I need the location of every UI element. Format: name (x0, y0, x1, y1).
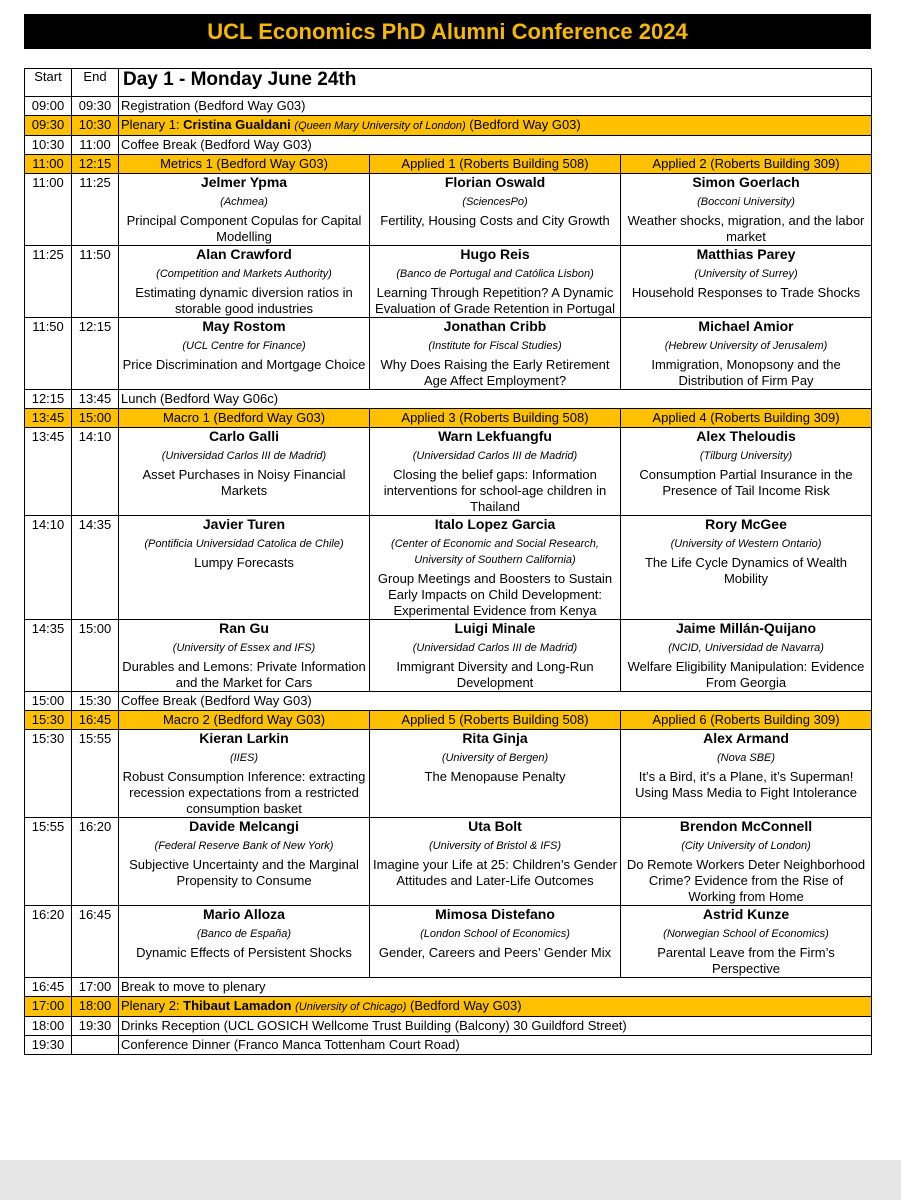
session-header-row (25, 711, 872, 730)
speaker-affiliation: (Nova SBE) (716, 752, 776, 764)
row-break (25, 978, 872, 997)
speaker-affiliation: (Pontificia Universidad Catolica de Chile) (144, 538, 344, 550)
talk-cell (621, 620, 872, 692)
speaker-name: Jaime Millán-Quijano (675, 620, 817, 636)
talk-cell (621, 428, 872, 516)
paper-title: Subjective Uncertainty and the Marginal Propensity to Consume (129, 857, 359, 888)
plenary-speaker: Thibaut Lamadon (183, 998, 292, 1013)
session-name: Macro 2 (Bedford Way G03) (119, 711, 370, 730)
event-text: Break to move to plenary (119, 978, 872, 997)
plenary-text (119, 116, 872, 136)
paper-title: Principal Component Copulas for Capital Modelling (126, 213, 362, 244)
end-time: 15:00 (72, 409, 119, 428)
speaker-name: Luigi Minale (454, 620, 536, 636)
start-time: 13:45 (25, 409, 72, 428)
start-time: 15:55 (25, 818, 72, 906)
row-lunch (25, 390, 872, 409)
row-drinks (25, 1017, 872, 1036)
speaker-name: Florian Oswald (444, 174, 546, 190)
speaker-affiliation: (Banco de España) (196, 928, 292, 940)
session-name: Applied 6 (Roberts Building 309) (621, 711, 872, 730)
start-time: 11:25 (25, 246, 72, 318)
end-time: 15:30 (72, 692, 119, 711)
talk-row (25, 428, 872, 516)
talk-row (25, 174, 872, 246)
paper-title: Imagine your Life at 25: Children’s Gender Attitudes and Later-Life Outcomes (373, 857, 618, 888)
speaker-affiliation: (UCL Centre for Finance) (182, 340, 306, 352)
event-text: Coffee Break (Bedford Way G03) (119, 136, 872, 155)
speaker-affiliation: (University of Bristol & IFS) (428, 840, 562, 852)
start-time: 15:00 (25, 692, 72, 711)
end-time: 15:55 (72, 730, 119, 818)
paper-title: Why Does Raising the Early Retirement Age Affect Employment? (380, 357, 610, 388)
speaker-name: Warn Lekfuangfu (438, 428, 552, 444)
end-time: 14:35 (72, 516, 119, 620)
speaker-name: Alex Armand (703, 730, 789, 746)
paper-title: Do Remote Workers Deter Neighborhood Crime? Evidence from the Rise of Working from Home (626, 857, 866, 904)
speaker-name: Matthias Parey (696, 246, 796, 262)
session-name: Applied 2 (Roberts Building 309) (621, 155, 872, 174)
talk-cell (119, 318, 370, 390)
talk-cell (370, 620, 621, 692)
start-time: 13:45 (25, 428, 72, 516)
end-time: 12:15 (72, 155, 119, 174)
end-time: 15:00 (72, 620, 119, 692)
talk-row (25, 246, 872, 318)
end-time: 12:15 (72, 318, 119, 390)
talk-cell (119, 428, 370, 516)
talk-cell (370, 246, 621, 318)
talk-cell (370, 516, 621, 620)
talk-cell (370, 818, 621, 906)
paper-title: Welfare Eligibility Manipulation: Evidence From Georgia (627, 659, 865, 690)
row-plenary2 (25, 997, 872, 1017)
session-header-row (25, 155, 872, 174)
end-time: 11:25 (72, 174, 119, 246)
speaker-affiliation: (University of Essex and IFS) (172, 642, 316, 654)
talk-cell (119, 818, 370, 906)
speaker-affiliation: (NCID, Universidad de Navarra) (668, 642, 824, 654)
row-coffee1 (25, 136, 872, 155)
start-time: 19:30 (25, 1036, 72, 1055)
speaker-name: Italo Lopez Garcia (434, 516, 556, 532)
talk-cell (119, 246, 370, 318)
start-time: 09:00 (25, 97, 72, 116)
talk-cell (119, 730, 370, 818)
paper-title: Price Discrimination and Mortgage Choice (122, 357, 366, 372)
speaker-affiliation: (Institute for Fiscal Studies) (428, 340, 562, 352)
end-time: 11:50 (72, 246, 119, 318)
start-time: 11:50 (25, 318, 72, 390)
talk-cell (621, 318, 872, 390)
speaker-affiliation: (London School of Economics) (420, 928, 570, 940)
end-time: 17:00 (72, 978, 119, 997)
start-time: 11:00 (25, 155, 72, 174)
page-footer-bar (0, 1160, 901, 1200)
talk-cell (621, 818, 872, 906)
end-time: 09:30 (72, 97, 119, 116)
paper-title: Household Responses to Trade Shocks (631, 285, 861, 300)
plenary-affiliation: (Queen Mary University of London) (294, 120, 466, 132)
end-time: 11:00 (72, 136, 119, 155)
speaker-affiliation: (Hebrew University of Jerusalem) (664, 340, 828, 352)
speaker-name: Kieran Larkin (199, 730, 289, 746)
session-header-row (25, 409, 872, 428)
session-name: Applied 3 (Roberts Building 508) (370, 409, 621, 428)
speaker-affiliation: (SciencesPo) (462, 196, 528, 208)
row-plenary1 (25, 116, 872, 136)
speaker-name: Rory McGee (705, 516, 787, 532)
speaker-name: Ran Gu (219, 620, 269, 636)
row-registration (25, 97, 872, 116)
end-time: 16:45 (72, 906, 119, 978)
end-time: 13:45 (72, 390, 119, 409)
talk-cell (370, 318, 621, 390)
speaker-name: Carlo Galli (208, 428, 280, 444)
talk-row (25, 906, 872, 978)
paper-title: The Life Cycle Dynamics of Wealth Mobility (644, 555, 848, 586)
header-row (25, 69, 872, 97)
speaker-affiliation: (Tilburg University) (699, 450, 793, 462)
start-time: 14:10 (25, 516, 72, 620)
speaker-affiliation: (Center of Economic and Social Research, University of Southern California) (391, 538, 599, 566)
start-time: 12:15 (25, 390, 72, 409)
paper-title: Lumpy Forecasts (194, 555, 294, 570)
talk-cell (621, 730, 872, 818)
start-time: 09:30 (25, 116, 72, 136)
paper-title: Robust Consumption Inference: extracting recession expectations from a restricted consumption basket (122, 769, 366, 816)
end-time (72, 1036, 119, 1055)
speaker-name: Alex Theloudis (696, 428, 796, 444)
start-time: 14:35 (25, 620, 72, 692)
end-time: 14:10 (72, 428, 119, 516)
speaker-name: Davide Melcangi (189, 818, 299, 834)
talk-cell (621, 246, 872, 318)
end-time: 16:20 (72, 818, 119, 906)
start-time: 16:20 (25, 906, 72, 978)
start-time: 15:30 (25, 711, 72, 730)
talk-cell (621, 174, 872, 246)
paper-title: Immigrant Diversity and Long-Run Development (396, 659, 594, 690)
paper-title: Closing the belief gaps: Information interventions for school-age children in Thailand (383, 467, 607, 514)
start-time: 11:00 (25, 174, 72, 246)
paper-title: Consumption Partial Insurance in the Presence of Tail Income Risk (639, 467, 853, 498)
talk-cell (119, 516, 370, 620)
speaker-name: Brendon McConnell (679, 818, 813, 834)
schedule-table (24, 68, 872, 1055)
speaker-name: May Rostom (202, 318, 286, 334)
conference-title: UCL Economics PhD Alumni Conference 2024 (24, 14, 871, 49)
paper-title: Fertility, Housing Costs and City Growth (380, 213, 610, 228)
row-dinner (25, 1036, 872, 1055)
talk-cell (119, 174, 370, 246)
start-time: 16:45 (25, 978, 72, 997)
plenary-affiliation: (University of Chicago) (295, 1001, 407, 1013)
session-name: Applied 4 (Roberts Building 309) (621, 409, 872, 428)
paper-title: Learning Through Repetition? A Dynamic Evaluation of Grade Retention in Portugal (375, 285, 615, 316)
paper-title: Durables and Lemons: Private Information and the Market for Cars (122, 659, 366, 690)
start-time: 17:00 (25, 997, 72, 1017)
speaker-affiliation: (University of Surrey) (694, 268, 798, 280)
plenary-label: Plenary 2: (121, 998, 184, 1013)
plenary-room: (Bedford Way G03) (469, 117, 581, 132)
talk-row (25, 620, 872, 692)
speaker-affiliation: (Norwegian School of Economics) (663, 928, 829, 940)
talk-row (25, 730, 872, 818)
talk-row (25, 318, 872, 390)
speaker-name: Uta Bolt (468, 818, 522, 834)
talk-cell (621, 516, 872, 620)
event-text: Drinks Reception (UCL GOSICH Wellcome Trust Building (Balcony) 30 Guildford Street) (119, 1017, 872, 1036)
end-header: End (72, 69, 119, 97)
speaker-affiliation: (Universidad Carlos III de Madrid) (161, 450, 327, 462)
event-text: Lunch (Bedford Way G06c) (119, 390, 872, 409)
speaker-affiliation: (Universidad Carlos III de Madrid) (412, 450, 578, 462)
speaker-name: Jelmer Ypma (200, 174, 288, 190)
day-title: Day 1 - Monday June 24th (119, 69, 872, 97)
paper-title: Estimating dynamic diversion ratios in storable good industries (135, 285, 353, 316)
plenary-speaker: Cristina Gualdani (183, 117, 291, 132)
paper-title: It’s a Bird, it’s a Plane, it’s Superman! Using Mass Media to Fight Intolerance (635, 769, 857, 800)
event-text: Coffee Break (Bedford Way G03) (119, 692, 872, 711)
paper-title: Dynamic Effects of Persistent Shocks (136, 945, 352, 960)
end-time: 16:45 (72, 711, 119, 730)
end-time: 18:00 (72, 997, 119, 1017)
paper-title: Asset Purchases in Noisy Financial Markets (142, 467, 346, 498)
plenary-label: Plenary 1: (121, 117, 184, 132)
start-time: 10:30 (25, 136, 72, 155)
speaker-affiliation: (University of Western Ontario) (670, 538, 822, 550)
speaker-name: Javier Turen (202, 516, 286, 532)
speaker-affiliation: (Achmea) (220, 196, 268, 208)
speaker-name: Rita Ginja (462, 730, 528, 746)
paper-title: Parental Leave from the Firm’s Perspective (657, 945, 835, 976)
talk-cell (370, 906, 621, 978)
speaker-affiliation: (Universidad Carlos III de Madrid) (412, 642, 578, 654)
session-name: Applied 1 (Roberts Building 508) (370, 155, 621, 174)
talk-cell (370, 428, 621, 516)
paper-title: The Menopause Penalty (424, 769, 566, 784)
speaker-name: Alan Crawford (196, 246, 292, 262)
plenary-room: (Bedford Way G03) (410, 998, 522, 1013)
paper-title: Group Meetings and Boosters to Sustain Early Impacts on Child Development: Experimental Evidence from Kenya (377, 571, 613, 618)
talk-cell (119, 906, 370, 978)
row-coffee2 (25, 692, 872, 711)
talk-cell (119, 620, 370, 692)
talk-row (25, 516, 872, 620)
talk-row (25, 818, 872, 906)
end-time: 10:30 (72, 116, 119, 136)
speaker-name: Mimosa Distefano (435, 906, 555, 922)
speaker-affiliation: (Competition and Markets Authority) (156, 268, 332, 280)
end-time: 19:30 (72, 1017, 119, 1036)
talk-cell (621, 906, 872, 978)
speaker-affiliation: (Bocconi University) (697, 196, 795, 208)
speaker-name: Simon Goerlach (692, 174, 800, 190)
talk-cell (370, 174, 621, 246)
start-time: 18:00 (25, 1017, 72, 1036)
paper-title: Weather shocks, migration, and the labor market (627, 213, 865, 244)
event-text: Registration (Bedford Way G03) (119, 97, 872, 116)
start-header: Start (25, 69, 72, 97)
speaker-affiliation: (Federal Reserve Bank of New York) (154, 840, 334, 852)
speaker-affiliation: (City University of London) (681, 840, 811, 852)
plenary-text (119, 997, 872, 1017)
speaker-name: Jonathan Cribb (443, 318, 547, 334)
speaker-affiliation: (University of Bergen) (441, 752, 549, 764)
paper-title: Immigration, Monopsony and the Distribution of Firm Pay (651, 357, 841, 388)
event-text: Conference Dinner (Franco Manca Tottenham Court Road) (119, 1036, 872, 1055)
talk-cell (370, 730, 621, 818)
paper-title: Gender, Careers and Peers’ Gender Mix (378, 945, 612, 960)
speaker-name: Mario Alloza (203, 906, 285, 922)
start-time: 15:30 (25, 730, 72, 818)
speaker-name: Astrid Kunze (702, 906, 790, 922)
speaker-affiliation: (Banco de Portugal and Católica Lisbon) (396, 268, 594, 280)
speaker-name: Michael Amior (698, 318, 794, 334)
session-name: Macro 1 (Bedford Way G03) (119, 409, 370, 428)
speaker-affiliation: (IIES) (229, 752, 259, 764)
session-name: Metrics 1 (Bedford Way G03) (119, 155, 370, 174)
session-name: Applied 5 (Roberts Building 508) (370, 711, 621, 730)
speaker-name: Hugo Reis (460, 246, 530, 262)
